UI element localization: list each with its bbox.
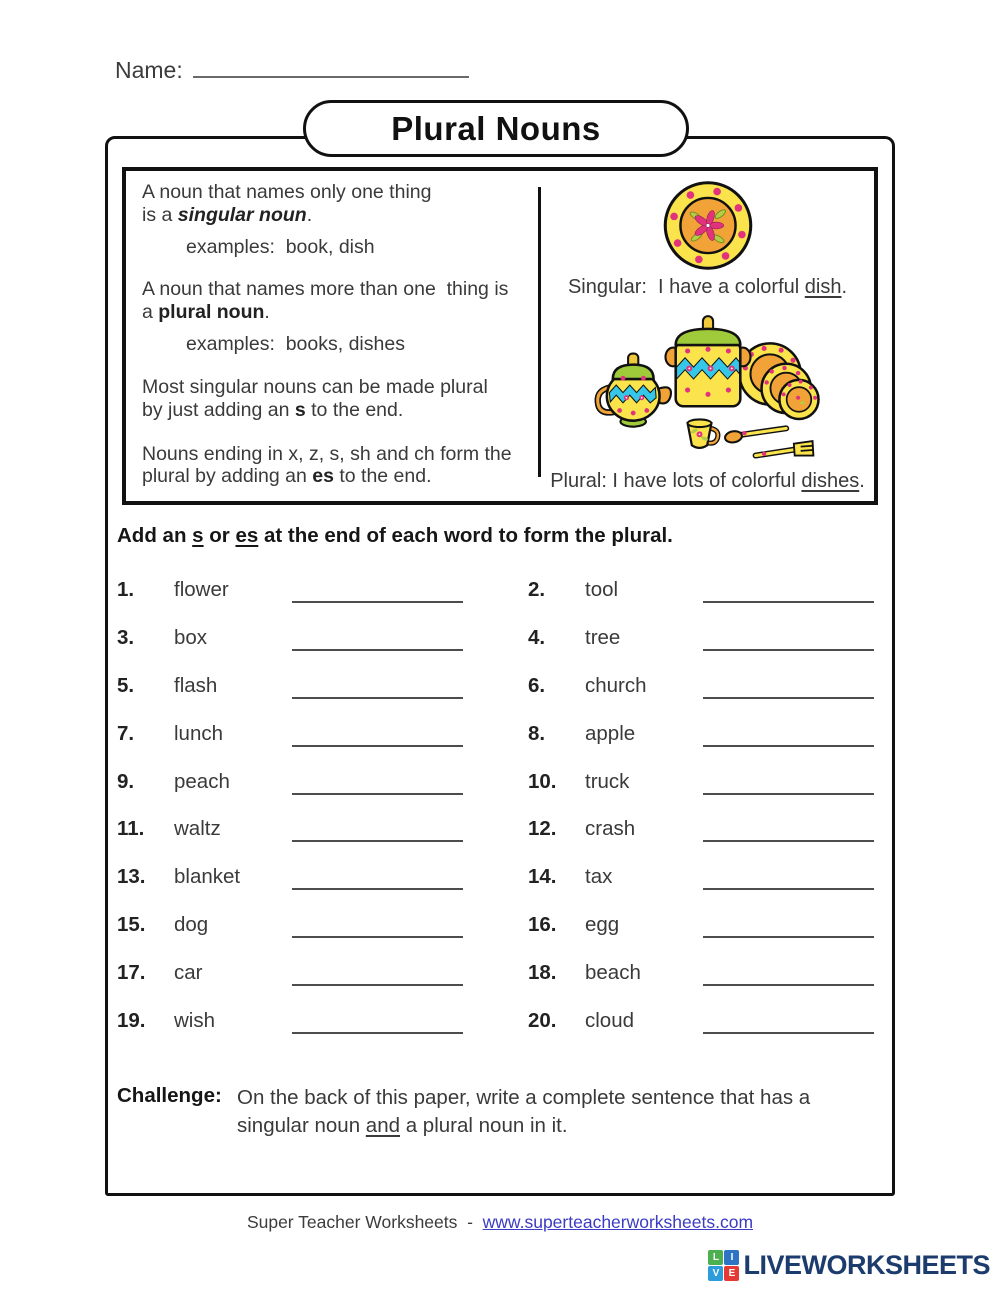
exercise-item (528, 817, 874, 865)
website-link[interactable]: www.superteacherworksheets.com (482, 1212, 754, 1232)
item-number: 11. (117, 817, 145, 841)
item-word: wish (174, 1009, 216, 1033)
item-word: tree (585, 625, 621, 649)
item-word: church (585, 673, 647, 697)
item-number: 15. (117, 913, 146, 937)
answer-blank[interactable] (292, 914, 463, 938)
item-word: beach (585, 961, 641, 985)
definitions-column (142, 181, 540, 497)
liveworksheets-logo-icon (708, 1250, 739, 1281)
answer-blank[interactable] (292, 771, 463, 795)
exercise-item (528, 913, 874, 961)
item-word: car (174, 961, 203, 985)
item-number: 13. (117, 865, 146, 889)
item-word: tax (585, 865, 613, 889)
item-number: 3. (117, 625, 135, 649)
name-label: Name: (115, 57, 183, 83)
illustration-column (541, 171, 874, 501)
worksheet-title (303, 100, 689, 157)
challenge-section (117, 1084, 892, 1140)
liveworksheets-logo-text: LIVEWORKSHEETS (743, 1250, 990, 1280)
exercise-item (528, 674, 874, 722)
exercise-item (117, 1009, 463, 1057)
liveworksheets-logo[interactable] (708, 1250, 990, 1281)
answer-blank[interactable] (292, 723, 463, 747)
exercise-item (117, 626, 463, 674)
item-word: apple (585, 721, 636, 745)
exercise-item (528, 722, 874, 770)
item-number: 1. (117, 578, 135, 601)
item-number: 7. (117, 721, 135, 745)
answer-blank[interactable] (292, 962, 463, 986)
dish-plate-illustration (660, 178, 755, 278)
singular-definition: A noun that names only one thing is a singular noun. (142, 181, 432, 226)
exercise-list (117, 578, 874, 1057)
exercise-item (117, 961, 463, 1009)
item-number: 19. (117, 1009, 146, 1033)
singular-caption: Singular: I have a colorful dish. (567, 276, 848, 298)
plural-caption: Plural: I have lots of colorful dishes. (550, 470, 865, 492)
answer-blank[interactable] (703, 1010, 874, 1034)
item-number: 4. (528, 625, 546, 649)
logo-tile-l: L (708, 1250, 723, 1265)
answer-blank[interactable] (292, 1010, 463, 1034)
item-number: 14. (528, 865, 557, 889)
page-title: Plural Nouns (391, 109, 601, 147)
answer-blank[interactable] (703, 723, 874, 747)
answer-blank[interactable] (292, 866, 463, 890)
exercise-item (117, 913, 463, 961)
exercise-item (528, 626, 874, 674)
tea-set-illustration (589, 304, 827, 471)
item-number: 2. (528, 578, 546, 601)
item-number: 10. (528, 769, 557, 793)
exercise-item (117, 865, 463, 913)
footer-credit (0, 1212, 1000, 1233)
logo-tile-i: I (724, 1250, 739, 1265)
answer-blank[interactable] (292, 675, 463, 699)
answer-blank[interactable] (703, 579, 874, 603)
exercise-item (117, 674, 463, 722)
answer-blank[interactable] (703, 914, 874, 938)
answer-blank[interactable] (703, 962, 874, 986)
logo-tile-v: V (708, 1266, 723, 1281)
exercise-item (528, 578, 874, 626)
item-number: 6. (528, 673, 546, 697)
answer-blank[interactable] (703, 627, 874, 651)
plural-examples: examples: books, dishes (186, 333, 405, 356)
plural-definition: A noun that names more than one thing is a plural noun. (142, 278, 509, 324)
item-number: 8. (528, 721, 546, 745)
exercise-item (117, 722, 463, 770)
answer-blank[interactable] (703, 771, 874, 795)
challenge-text: On the back of this paper, write a complete sentence that has a singular noun and a plural noun in it. (237, 1086, 811, 1137)
item-number: 18. (528, 961, 557, 985)
item-word: cloud (585, 1009, 635, 1033)
item-word: peach (174, 769, 230, 793)
credit-text: Super Teacher Worksheets - (246, 1212, 483, 1232)
name-blank[interactable] (193, 56, 469, 78)
item-word: box (174, 625, 208, 649)
item-number: 16. (528, 913, 557, 937)
answer-blank[interactable] (703, 866, 874, 890)
rule-add-es: Nouns ending in x, z, s, sh and ch form the plural by adding an es to the end. (142, 442, 512, 488)
item-word: crash (585, 817, 636, 841)
answer-blank[interactable] (292, 627, 463, 651)
item-word: flower (174, 578, 229, 601)
item-word: blanket (174, 865, 241, 889)
answer-blank[interactable] (292, 579, 463, 603)
item-word: flash (174, 673, 218, 697)
item-word: tool (585, 578, 619, 601)
answer-blank[interactable] (703, 818, 874, 842)
item-word: truck (585, 769, 630, 793)
item-number: 17. (117, 961, 146, 985)
exercise-item (117, 817, 463, 865)
exercise-instruction: Add an s or es at the end of each word to form the plural. (117, 524, 673, 547)
item-number: 9. (117, 769, 135, 793)
answer-blank[interactable] (292, 818, 463, 842)
item-word: lunch (174, 721, 224, 745)
info-box (122, 167, 878, 505)
exercise-item (117, 770, 463, 818)
exercise-item (528, 1009, 874, 1057)
challenge-label: Challenge: (117, 1084, 222, 1107)
item-number: 5. (117, 673, 135, 697)
name-row (115, 56, 469, 84)
exercise-item (528, 961, 874, 1009)
item-word: waltz (174, 817, 221, 841)
logo-tile-e: E (724, 1266, 739, 1281)
answer-blank[interactable] (703, 675, 874, 699)
exercise-item (528, 865, 874, 913)
exercise-item (528, 770, 874, 818)
item-number: 20. (528, 1009, 557, 1033)
item-word: dog (174, 913, 209, 937)
exercise-item (117, 578, 463, 626)
item-word: egg (585, 913, 620, 937)
singular-examples: examples: book, dish (186, 235, 375, 258)
item-number: 12. (528, 817, 557, 841)
rule-add-s: Most singular nouns can be made plural by just adding an s to the end. (142, 375, 488, 421)
